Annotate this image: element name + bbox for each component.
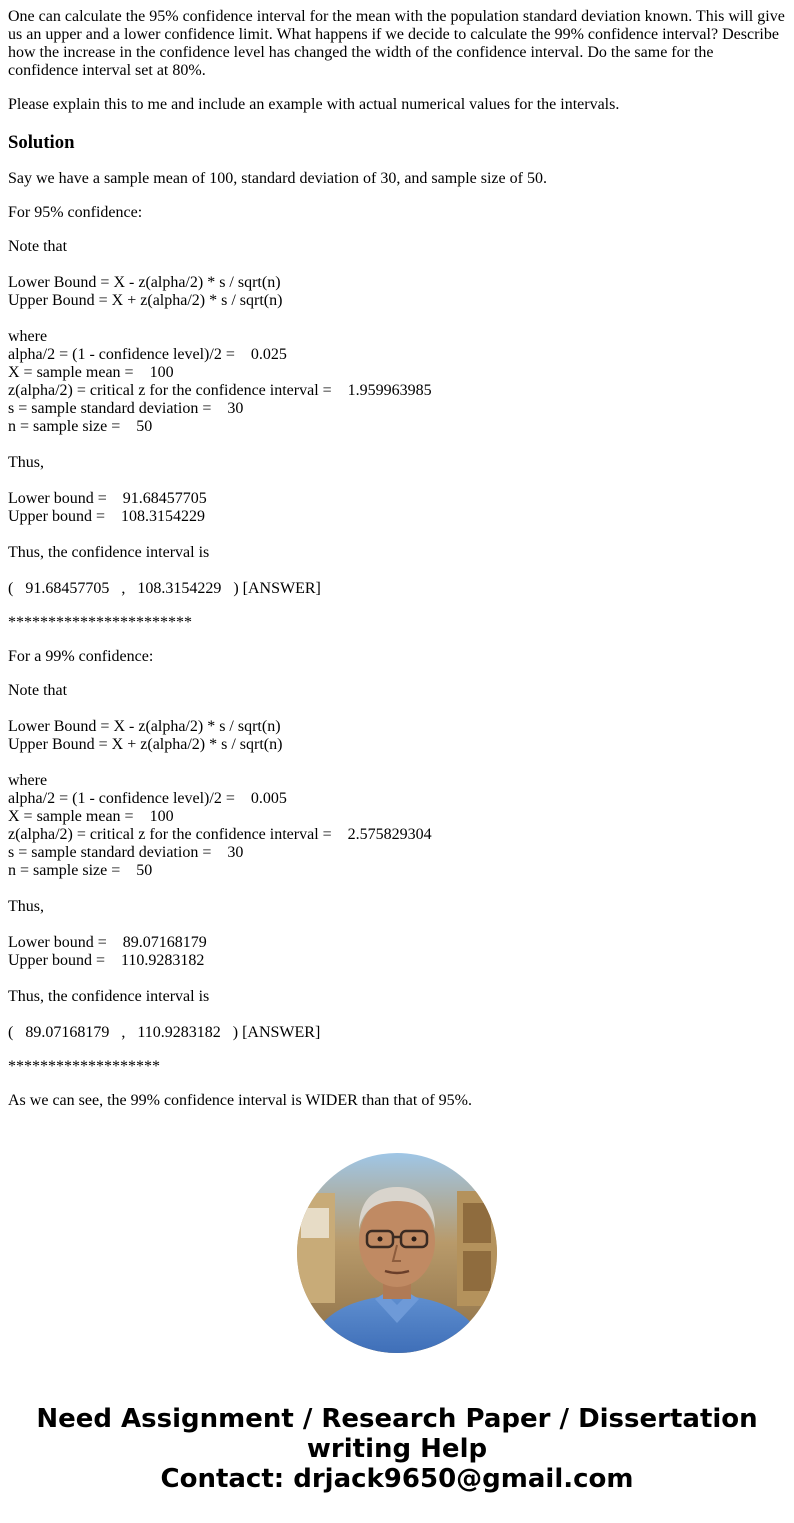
n-value: n = sample size = 50 <box>8 418 153 435</box>
formula-lower: Lower Bound = X - z(alpha/2) * s / sqrt(n) <box>8 274 281 291</box>
ci-answer: ( 91.68457705 , 108.3154229 ) [ANSWER] <box>8 580 321 597</box>
document-body <box>8 8 786 1126</box>
z-value: z(alpha/2) = critical z for the confidence interval = 2.575829304 <box>8 826 432 843</box>
formula-upper: Upper Bound = X + z(alpha/2) * s / sqrt(n) <box>8 292 283 309</box>
thus-ci-label: Thus, the confidence interval is <box>8 988 210 1005</box>
solution-intro: Say we have a sample mean of 100, standard deviation of 30, and sample size of 50. <box>8 170 547 187</box>
banner-line-2: writing Help <box>306 1434 488 1464</box>
thus-label: Thus, <box>8 454 44 471</box>
conclusion: As we can see, the 99% confidence interval is WIDER than that of 95%. <box>8 1092 472 1109</box>
n-value: n = sample size = 50 <box>8 862 153 879</box>
separator: *********************** <box>8 614 192 631</box>
upper-bound: Upper bound = 110.9283182 <box>8 952 205 969</box>
note-that: Note that <box>8 238 68 255</box>
ci-answer: ( 89.07168179 , 110.9283182 ) [ANSWER] <box>8 1024 321 1041</box>
thus-label: Thus, <box>8 898 44 915</box>
section-95-title: For 95% confidence: <box>8 204 143 221</box>
lower-bound: Lower bound = 89.07168179 <box>8 934 207 951</box>
portrait-icon <box>297 1153 497 1353</box>
formula-upper: Upper Bound = X + z(alpha/2) * s / sqrt(n) <box>8 736 283 753</box>
alpha-value: alpha/2 = (1 - confidence level)/2 = 0.025 <box>8 346 287 363</box>
section-95-body <box>8 238 786 598</box>
thus-ci-label: Thus, the confidence interval is <box>8 544 210 561</box>
separator: ******************* <box>8 1058 160 1075</box>
where-label: where <box>8 328 48 345</box>
section-99-title: For a 99% confidence: <box>8 648 154 665</box>
question-text: One can calculate the 95% confidence interval for the mean with the population standard deviation known. This will give us an upper and a lower confidence limit. What happens if we decide to calculate the 99% confidence interval? Describe how the increase in the confidence level has changed the width of the confidence interval. Do the same for the confidence interval set at 80%. <box>8 8 785 79</box>
section-99-body <box>8 682 786 1042</box>
sd-value: s = sample standard deviation = 30 <box>8 844 244 861</box>
solution-heading: Solution <box>8 132 75 153</box>
author-avatar <box>297 1153 497 1353</box>
upper-bound: Upper bound = 108.3154229 <box>8 508 206 525</box>
lower-bound: Lower bound = 91.68457705 <box>8 490 207 507</box>
z-value: z(alpha/2) = critical z for the confidence interval = 1.959963985 <box>8 382 432 399</box>
banner-contact: Contact: drjack9650@gmail.com <box>160 1464 634 1494</box>
note-that: Note that <box>8 682 68 699</box>
mean-value: X = sample mean = 100 <box>8 808 174 825</box>
formula-lower: Lower Bound = X - z(alpha/2) * s / sqrt(n) <box>8 718 281 735</box>
promo-banner <box>0 1404 794 1494</box>
alpha-value: alpha/2 = (1 - confidence level)/2 = 0.005 <box>8 790 287 807</box>
where-label: where <box>8 772 48 789</box>
banner-line-1: Need Assignment / Research Paper / Dissertation <box>36 1404 758 1434</box>
question-followup: Please explain this to me and include an example with actual numerical values for the intervals. <box>8 96 620 113</box>
sd-value: s = sample standard deviation = 30 <box>8 400 244 417</box>
mean-value: X = sample mean = 100 <box>8 364 174 381</box>
